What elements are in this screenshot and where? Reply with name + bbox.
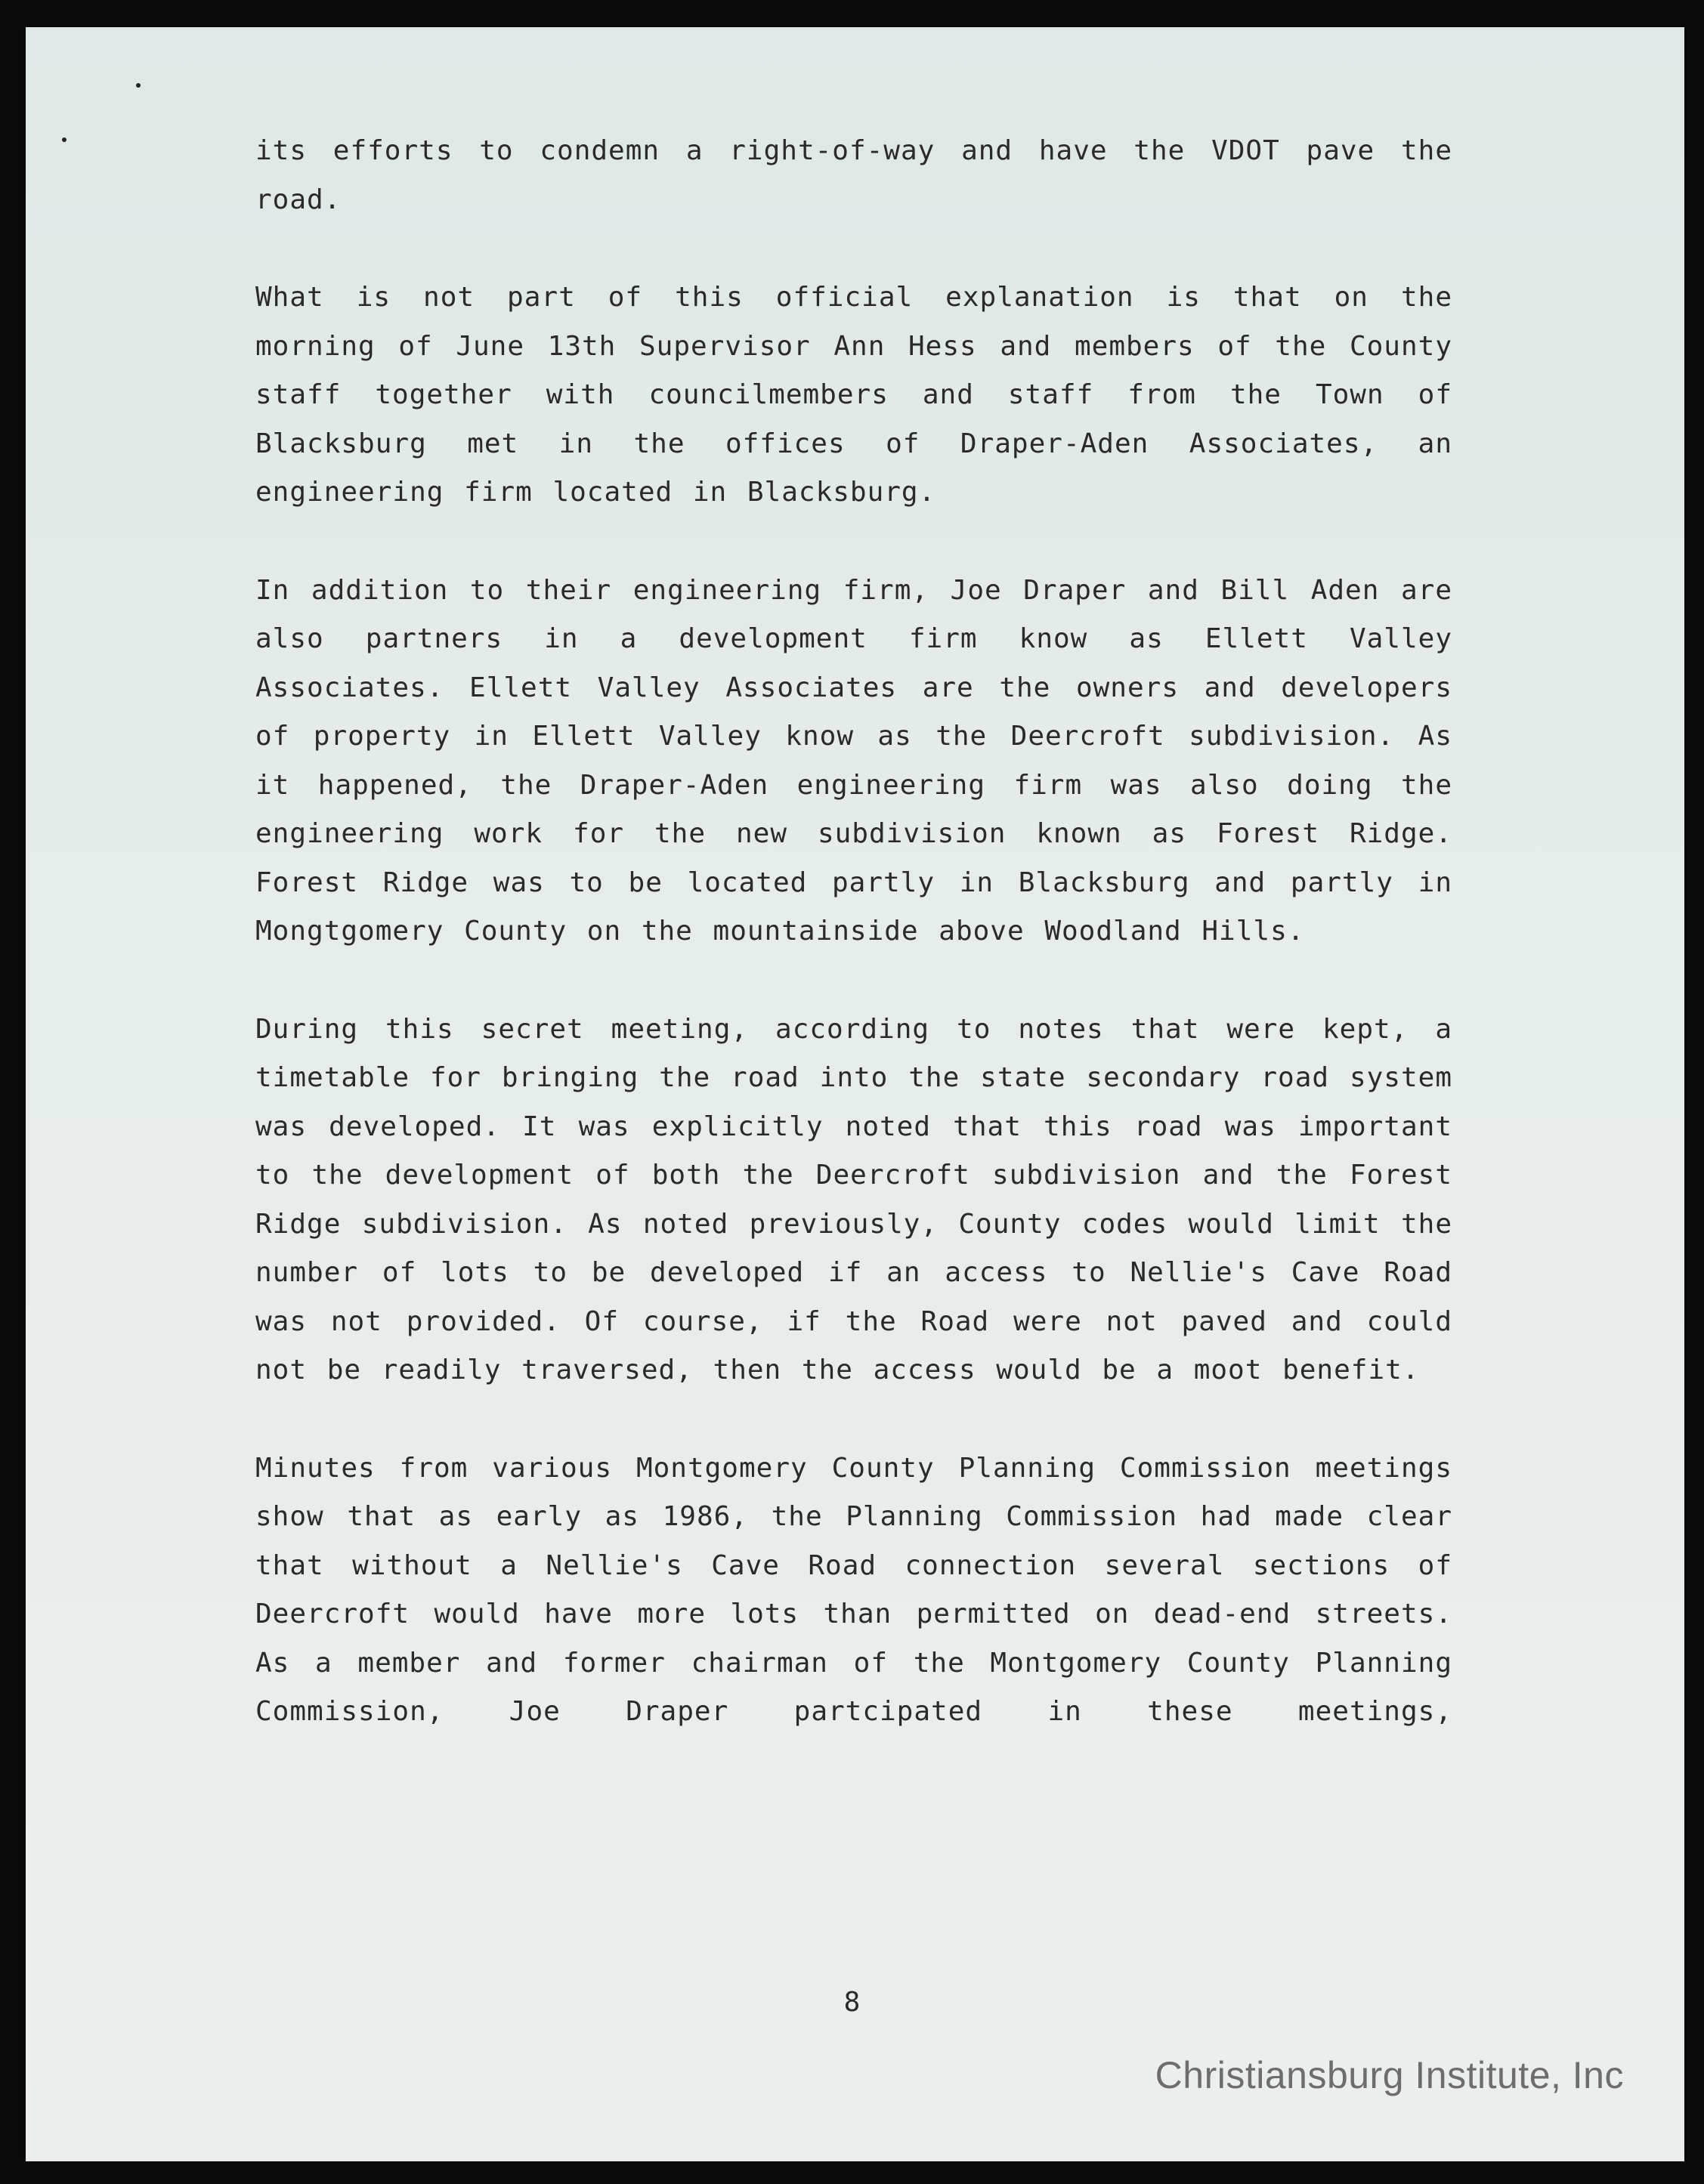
- paragraph-1: its efforts to condemn a right-of-way and have the VDOT pave the road.: [255, 135, 1452, 215]
- paper-speck: [136, 83, 141, 88]
- paragraph-4: During this secret meeting, according to notes that were kept, a timetable for bringing the road into the state secondary road system was developed. It was explicitly noted that this road was important to the development of both the Deercroft subdivision and the Forest Ridge subdivision. As noted previously, County codes would limit the number of lots to be developed if an access to Nellie's Cave Road was not provided. Of course, if the Road were not paved and could not be readily traversed, then the access would be a moot benefit.: [255, 1013, 1452, 1385]
- paragraph-5: Minutes from various Montgomery County Planning Commission meetings show that as early as 1986, the Planning Commission had made clear that without a Nellie's Cave Road connection several sections of Deercroft would have more lots than permitted on dead-end streets. As a member and former chairman of the Montgomery County Planning Commission, Joe Draper partcipated in these meetings,: [255, 1452, 1452, 1727]
- watermark-text: Christiansburg Institute, Inc: [1155, 2054, 1624, 2096]
- page-number: 8: [843, 1987, 861, 2018]
- paragraph-2: What is not part of this official explanation is that on the morning of June 13th Supervisor Ann Hess and members of the County staff together with councilmembers and staff from the Town of Blacksburg met in the offices of Draper-Aden Associates, an engineering firm located in Blacksburg.: [255, 282, 1452, 508]
- paragraph-3: In addition to their engineering firm, Joe Draper and Bill Aden are also partners in a development firm know as Ellett Valley Associates. Ellett Valley Associates are the owners and developers of property in Ellett Valley know as the Deercroft subdivision. As it happened, the Draper-Aden engineering firm was also doing the engineering work for the new subdivision known as Forest Ridge. Forest Ridge was to be located partly in Blacksburg and partly in Mongtgomery County on the mountainside above Woodland Hills.: [255, 574, 1452, 947]
- paper-speck: [62, 137, 66, 142]
- body-text: [255, 127, 1452, 1737]
